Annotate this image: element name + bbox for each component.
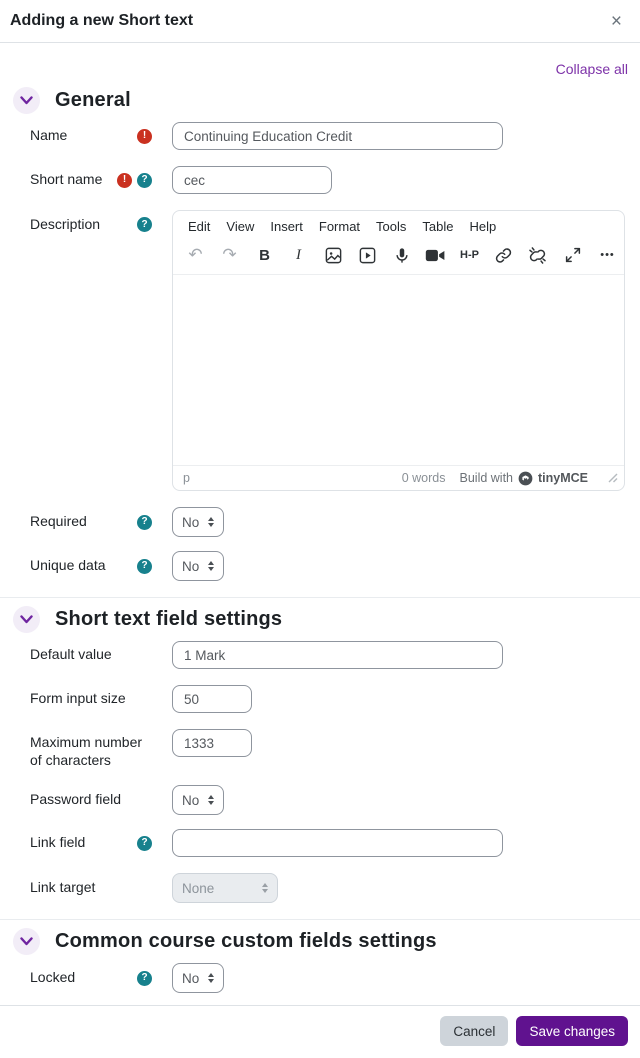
fullscreen-icon[interactable]: [556, 242, 589, 268]
required-select[interactable]: No: [172, 507, 224, 537]
row-max-characters: [0, 729, 640, 769]
row-password-field: [0, 785, 640, 815]
help-icon[interactable]: ?: [137, 515, 152, 530]
required-icon: !: [117, 173, 132, 188]
section-title-general: General: [55, 89, 131, 111]
media-icon[interactable]: [351, 242, 384, 268]
row-link-target: [0, 873, 640, 903]
build-with-label: Build with: [459, 471, 513, 485]
row-link-field: [0, 829, 640, 857]
description-label: Description: [30, 216, 101, 232]
record-video-icon[interactable]: [419, 242, 452, 268]
help-icon[interactable]: ?: [137, 836, 152, 851]
bold-icon[interactable]: B: [259, 246, 270, 264]
editor-element-path[interactable]: p: [183, 471, 190, 485]
editor-content-area[interactable]: [173, 275, 624, 465]
row-unique-data: [0, 551, 640, 581]
form-input-size-label: Form input size: [30, 690, 126, 707]
menu-view[interactable]: View: [226, 219, 255, 234]
undo-icon[interactable]: ↶: [188, 245, 203, 264]
chevron-down-icon[interactable]: [13, 87, 40, 114]
select-updown-icon: [208, 795, 214, 805]
cancel-button[interactable]: Cancel: [440, 1016, 508, 1046]
row-short-name: [0, 166, 640, 194]
password-field-select[interactable]: No: [172, 785, 224, 815]
select-updown-icon: [262, 883, 268, 893]
locked-select[interactable]: No: [172, 963, 224, 993]
select-updown-icon: [208, 561, 214, 571]
more-icon[interactable]: •••: [600, 249, 615, 261]
link-icon[interactable]: [487, 242, 520, 268]
word-count[interactable]: 0 words: [401, 471, 446, 485]
chevron-down-icon[interactable]: [13, 606, 40, 633]
help-icon[interactable]: ?: [137, 173, 152, 188]
default-value-label: Default value: [30, 646, 112, 663]
help-icon[interactable]: ?: [137, 971, 152, 986]
chevron-down-icon[interactable]: [13, 928, 40, 955]
name-label: Name: [30, 127, 68, 144]
section-heading-common: [0, 922, 640, 963]
record-audio-icon[interactable]: [385, 242, 418, 268]
menu-insert[interactable]: Insert: [270, 219, 303, 234]
short-name-label: Short name: [30, 171, 103, 188]
help-icon[interactable]: ?: [137, 559, 152, 574]
collapse-all-link[interactable]: Collapse all: [555, 61, 628, 77]
modal-header: [0, 0, 640, 43]
row-required: [0, 507, 640, 537]
row-name: [0, 122, 640, 150]
select-updown-icon: [208, 973, 214, 983]
max-characters-input[interactable]: [172, 729, 252, 757]
editor-statusbar: [173, 465, 624, 490]
form-input-size-input[interactable]: [172, 685, 252, 713]
row-locked: [0, 963, 640, 993]
unique-data-select[interactable]: No: [172, 551, 224, 581]
help-icon[interactable]: ?: [137, 217, 152, 232]
password-field-label: Password field: [30, 791, 122, 808]
row-default-value: [0, 641, 640, 669]
select-updown-icon: [208, 517, 214, 527]
section-heading-short-text: [0, 600, 640, 641]
tinymce-editor: [172, 210, 625, 491]
h5p-icon[interactable]: H-P: [460, 249, 479, 261]
section-heading-general: [0, 81, 640, 122]
max-characters-label: Maximum number of characters: [30, 734, 143, 768]
section-divider: [0, 919, 640, 920]
link-target-select[interactable]: None: [172, 873, 278, 903]
italic-icon[interactable]: I: [296, 246, 301, 263]
required-icon: !: [137, 129, 152, 144]
modal-title: Adding a new Short text: [10, 12, 194, 29]
modal-body: [0, 43, 640, 1058]
editor-toolbar: [173, 239, 624, 275]
tinymce-brand[interactable]: [460, 471, 589, 486]
menu-edit[interactable]: Edit: [188, 219, 211, 234]
link-field-input[interactable]: [172, 829, 503, 857]
redo-icon[interactable]: ↷: [222, 245, 237, 264]
required-label: Required: [30, 513, 87, 530]
unlink-icon[interactable]: [521, 242, 554, 268]
editor-resize-handle[interactable]: [608, 473, 618, 483]
row-form-input-size: [0, 685, 640, 713]
section-divider: [0, 597, 640, 598]
modal-footer: [0, 1005, 640, 1058]
menu-table[interactable]: Table: [422, 219, 454, 234]
save-button[interactable]: Save changes: [516, 1016, 628, 1046]
menu-tools[interactable]: Tools: [376, 219, 407, 234]
short-name-input[interactable]: [172, 166, 332, 194]
close-icon[interactable]: ×: [607, 12, 626, 31]
link-target-label: Link target: [30, 879, 96, 896]
menu-help[interactable]: Help: [469, 219, 497, 234]
default-value-input[interactable]: [172, 641, 503, 669]
row-description: [0, 210, 640, 491]
link-field-label: Link field: [30, 834, 86, 851]
section-title-short-text: Short text field settings: [55, 608, 283, 630]
section-title-common: Common course custom fields settings: [55, 930, 437, 952]
name-input[interactable]: [172, 122, 503, 150]
tinymce-brand-name: tinyMCE: [538, 471, 588, 485]
locked-label: Locked: [30, 969, 76, 986]
tinymce-logo-icon: [518, 471, 533, 486]
unique-data-label: Unique data: [30, 557, 106, 574]
editor-menubar: [173, 211, 624, 239]
image-icon[interactable]: [317, 242, 350, 268]
menu-format[interactable]: Format: [318, 219, 361, 234]
